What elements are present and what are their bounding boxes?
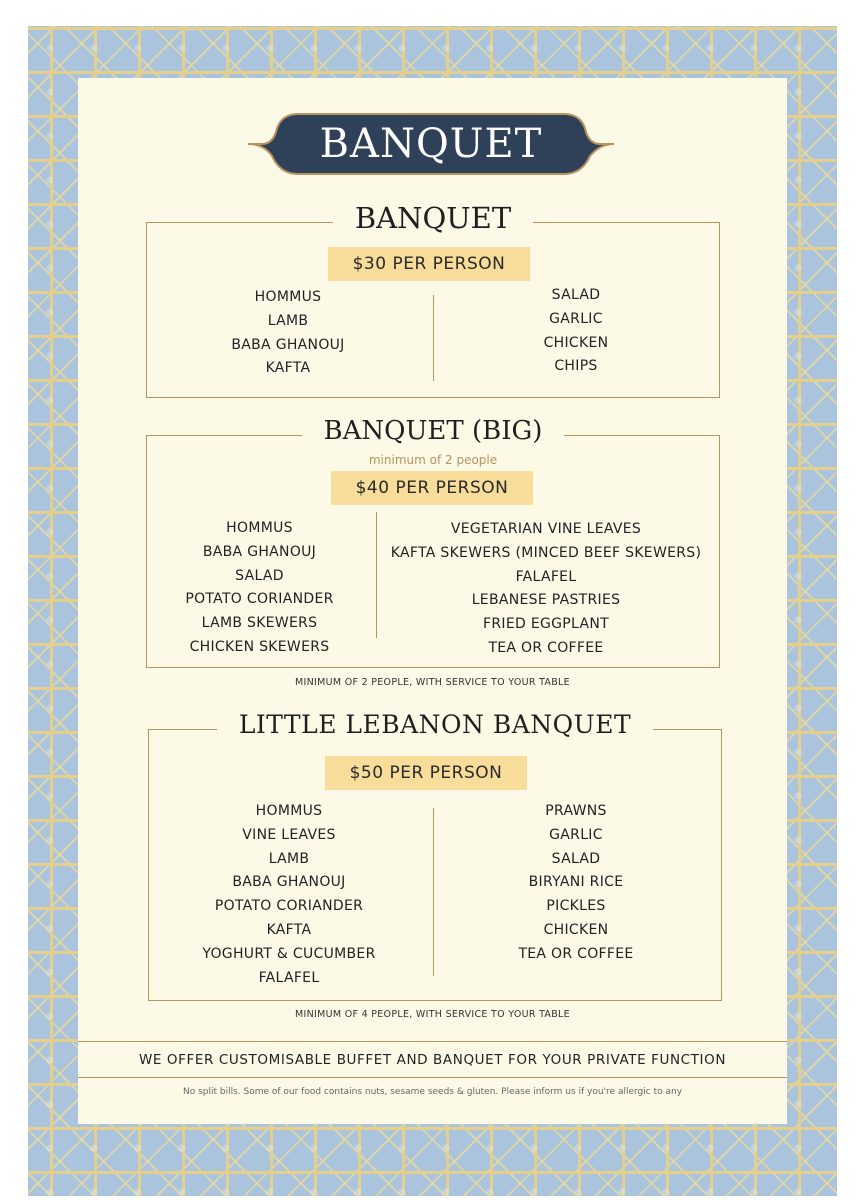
menu-item: YOGHURT & CUCUMBER (202, 945, 376, 962)
private-function-offer: WE OFFER CUSTOMISABLE BUFFET AND BANQUET FOR YOUR PRIVATE FUNCTION (138, 1052, 727, 1068)
menu-item: KAFTA (266, 921, 312, 938)
left-item-list (179, 800, 399, 990)
banquet-note: MINIMUM OF 2 PEOPLE, WITH SERVICE TO YOUR TABLE (295, 677, 570, 688)
menu-item: LAMB (267, 312, 309, 329)
menu-item: TEA OR COFFEE (488, 639, 604, 656)
title-banner (246, 108, 616, 180)
menu-item: PRAWNS (545, 803, 607, 819)
menu-item: FALAFEL (258, 969, 320, 986)
menu-item: TEA OR COFFEE (518, 945, 634, 962)
menu-item: BABA GHANOUJ (202, 543, 317, 560)
menu-item: BIRYANI RICE (528, 874, 624, 891)
menu-item: FRIED EGGPLANT (483, 616, 609, 633)
offer-bottom-rule (78, 1077, 787, 1078)
menu-item: POTATO CORIANDER (214, 898, 364, 915)
offer-top-rule (78, 1041, 787, 1042)
banquet-box-3 (148, 710, 722, 1001)
column-divider (433, 295, 434, 381)
menu-item: LEBANESE PASTRIES (471, 592, 621, 609)
price-badge: $50 PER PERSON (325, 756, 527, 790)
left-item-list (177, 286, 399, 381)
banquet-heading: LITTLE LEBANON BANQUET (217, 710, 653, 739)
menu-item: GARLIC (549, 826, 603, 843)
menu-item: KAFTA (265, 360, 311, 377)
left-item-list (157, 517, 362, 660)
menu-item: BABA GHANOUJ (232, 874, 346, 891)
menu-item: SALAD (551, 850, 601, 867)
page-title: BANQUET (319, 121, 543, 167)
banquet-subtitle: minimum of 2 people (368, 453, 498, 467)
menu-item: LAMB SKEWERS (201, 615, 318, 632)
menu-item: BABA GHANOUJ (231, 336, 345, 353)
menu-item: FALAFEL (515, 568, 577, 585)
column-divider (376, 512, 377, 638)
menu-item: LAMB (268, 850, 310, 867)
price-badge: $30 PER PERSON (328, 247, 530, 281)
banquet-heading: BANQUET (BIG) (302, 416, 565, 446)
menu-item: VINE LEAVES (242, 826, 336, 843)
menu-item: CHICKEN SKEWERS (189, 638, 330, 655)
column-divider (433, 808, 434, 976)
menu-item: SALAD (235, 567, 284, 584)
banquet-heading: BANQUET (333, 201, 533, 235)
allergy-disclaimer: No split bills. Some of our food contains nuts, sesame seeds & gluten. Please inform us if you're allergic to any (182, 1087, 683, 1097)
menu-item: HOMMUS (255, 803, 323, 819)
right-item-list (465, 800, 687, 967)
banquet-note: MINIMUM OF 4 PEOPLE, WITH SERVICE TO YOUR TABLE (295, 1009, 570, 1020)
menu-item: KAFTA SKEWERS (MINCED BEEF SKEWERS) (390, 544, 702, 561)
menu-item: CHICKEN (543, 334, 609, 351)
menu-item: VEGETARIAN VINE LEAVES (450, 521, 642, 537)
banquet-box-1 (146, 201, 720, 398)
menu-item: CHIPS (554, 358, 598, 375)
right-item-list (465, 284, 687, 379)
banquet-box-2 (146, 416, 720, 668)
menu-item: HOMMUS (226, 520, 293, 536)
menu-item: GARLIC (549, 310, 603, 327)
menu-item: POTATO CORIANDER (185, 591, 334, 608)
menu-item: HOMMUS (254, 289, 322, 305)
menu-item: CHICKEN (543, 921, 609, 938)
menu-item: PICKLES (546, 898, 606, 915)
right-item-list (383, 518, 709, 661)
price-badge: $40 PER PERSON (331, 471, 533, 505)
menu-item: SALAD (551, 287, 601, 303)
